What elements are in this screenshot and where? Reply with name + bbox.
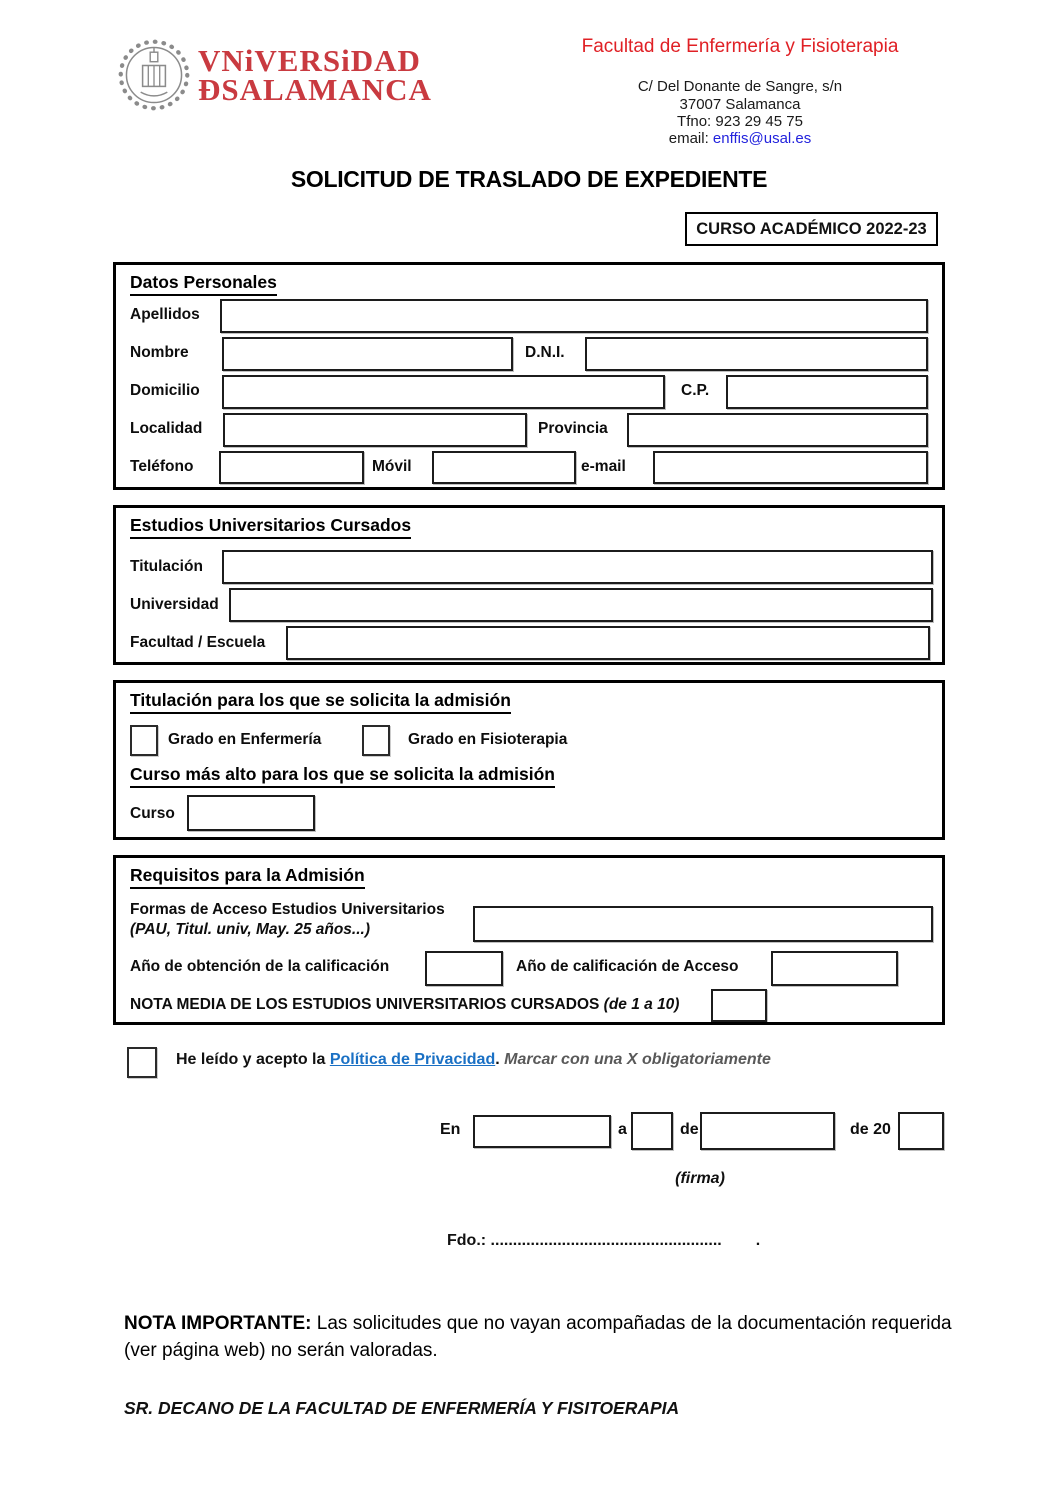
fdo-dots: .................................................... (490, 1232, 722, 1249)
universidad-label: Universidad (130, 596, 219, 613)
cp-label: C.P. (681, 382, 710, 399)
nota-media-text: NOTA MEDIA DE LOS ESTUDIOS UNIVERSITARIOS CURSADOS (130, 996, 604, 1013)
nombre-label: Nombre (130, 344, 189, 361)
section-subtitle-curso-mas-alto: Curso más alto para los que se solicita la admisión (130, 764, 555, 788)
checkbox-grado-enfermeria[interactable] (130, 725, 158, 756)
section-title-requisitos: Requisitos para la Admisión (130, 865, 365, 889)
fecha-de20-label: de 20 (850, 1121, 891, 1138)
universidad-input[interactable] (229, 588, 933, 622)
address-street: C/ Del Donante de Sangre, s/n (637, 78, 843, 95)
section-estudios-cursados (113, 505, 945, 665)
fecha-localidad-input[interactable] (473, 1115, 611, 1148)
section-requisitos (113, 855, 945, 1025)
formas-acceso-label: Formas de Acceso Estudios Universitarios (130, 901, 445, 918)
cp-input[interactable] (726, 375, 928, 409)
telefono-input[interactable] (219, 451, 364, 484)
privacy-text-before: He leído y acepto la (176, 1051, 330, 1068)
nota-importante-text: Las solicitudes que no vayan acompañadas de la documentación requerida (ver página web) no serán valoradas. (124, 1313, 952, 1361)
section-title-estudios: Estudios Universitarios Cursados (130, 515, 411, 539)
movil-label: Móvil (372, 458, 412, 475)
fecha-a-label: a (618, 1121, 627, 1138)
nota-importante-bold: NOTA IMPORTANTE: (124, 1313, 312, 1334)
facultad-escuela-input[interactable] (286, 626, 930, 660)
provincia-label: Provincia (538, 420, 608, 437)
personal-email-label: e-mail (581, 458, 626, 475)
fecha-dia-input[interactable] (631, 1112, 673, 1150)
nota-media-input[interactable] (711, 989, 767, 1022)
titulacion-input[interactable] (222, 550, 933, 584)
facultad-escuela-label: Facultad / Escuela (130, 634, 266, 651)
telefono-label: Teléfono (130, 458, 194, 475)
grado-enfermeria-label: Grado en Enfermería (168, 731, 322, 748)
wordmark-line1: VNiVERSiDAD (198, 43, 421, 78)
curso-input[interactable] (187, 795, 315, 831)
nota-media-label (130, 996, 679, 1014)
nota-importante (124, 1310, 954, 1364)
faculty-name: Facultad de Enfermería y Fisioterapia (581, 36, 899, 57)
email-label: email: (668, 130, 713, 147)
grado-fisioterapia-label: Grado en Fisioterapia (408, 731, 568, 748)
formas-acceso-input[interactable] (473, 906, 933, 942)
university-wordmark (198, 43, 432, 107)
privacy-line (176, 1051, 771, 1069)
localidad-input[interactable] (223, 413, 527, 447)
fdo-label: Fdo.: (447, 1232, 491, 1249)
checkbox-privacidad[interactable] (127, 1047, 157, 1078)
dni-input[interactable] (585, 337, 928, 371)
provincia-input[interactable] (627, 413, 928, 447)
privacy-text-after: Marcar con una X obligatoriamente (504, 1051, 771, 1068)
section-title-titulacion-admision: Titulación para los que se solicita la admisión (130, 690, 511, 714)
privacy-policy-link[interactable]: Política de Privacidad (329, 1051, 496, 1068)
apellidos-input[interactable] (220, 299, 928, 333)
movil-input[interactable] (432, 451, 576, 484)
fecha-en-label: En (440, 1121, 461, 1138)
apellidos-label: Apellidos (130, 306, 200, 323)
localidad-label: Localidad (130, 420, 203, 437)
fdo-tail-dot: . (755, 1232, 761, 1249)
address-phone: Tfno: 923 29 45 75 (677, 113, 803, 130)
anio-acceso-label: Año de calificación de Acceso (516, 958, 739, 975)
section-title-datos-personales: Datos Personales (130, 272, 277, 296)
formas-acceso-sublabel: (PAU, Titul. univ, May. 25 años...) (130, 921, 371, 938)
domicilio-input[interactable] (222, 375, 665, 409)
university-seal-icon (116, 36, 192, 114)
curso-academico-badge: CURSO ACADÉMICO 2022-23 (685, 212, 938, 246)
dni-label: D.N.I. (525, 344, 565, 361)
page-title: SOLICITUD DE TRASLADO DE EXPEDIENTE (290, 166, 768, 192)
checkbox-grado-fisioterapia[interactable] (362, 725, 390, 756)
section-datos-personales (113, 262, 945, 490)
titulacion-label: Titulación (130, 558, 203, 575)
anio-acceso-input[interactable] (771, 951, 898, 986)
decano-line: SR. DECANO DE LA FACULTAD DE ENFERMERÍA Y FISITOERAPIA (124, 1398, 680, 1418)
personal-email-input[interactable] (653, 451, 928, 484)
nombre-input[interactable] (222, 337, 513, 371)
fecha-de-label: de (680, 1121, 699, 1138)
email-link[interactable]: enffis@usal.es (712, 130, 812, 147)
address-email-line (520, 130, 960, 147)
nota-media-italic: (de 1 a 10) (603, 996, 680, 1013)
fecha-anio-input[interactable] (898, 1112, 944, 1150)
wordmark-line2: ÐSALAMANCA (198, 72, 432, 107)
section-titulacion-admision (113, 680, 945, 840)
fecha-mes-input[interactable] (700, 1112, 835, 1150)
fdo-line (447, 1232, 760, 1250)
anio-obtencion-label: Año de obtención de la calificación (130, 958, 390, 975)
privacy-separator: . (495, 1051, 505, 1068)
anio-obtencion-input[interactable] (425, 951, 503, 986)
domicilio-label: Domicilio (130, 382, 200, 399)
curso-label: Curso (130, 805, 175, 822)
firma-label: (firma) (675, 1170, 725, 1187)
address-city: 37007 Salamanca (679, 96, 801, 113)
